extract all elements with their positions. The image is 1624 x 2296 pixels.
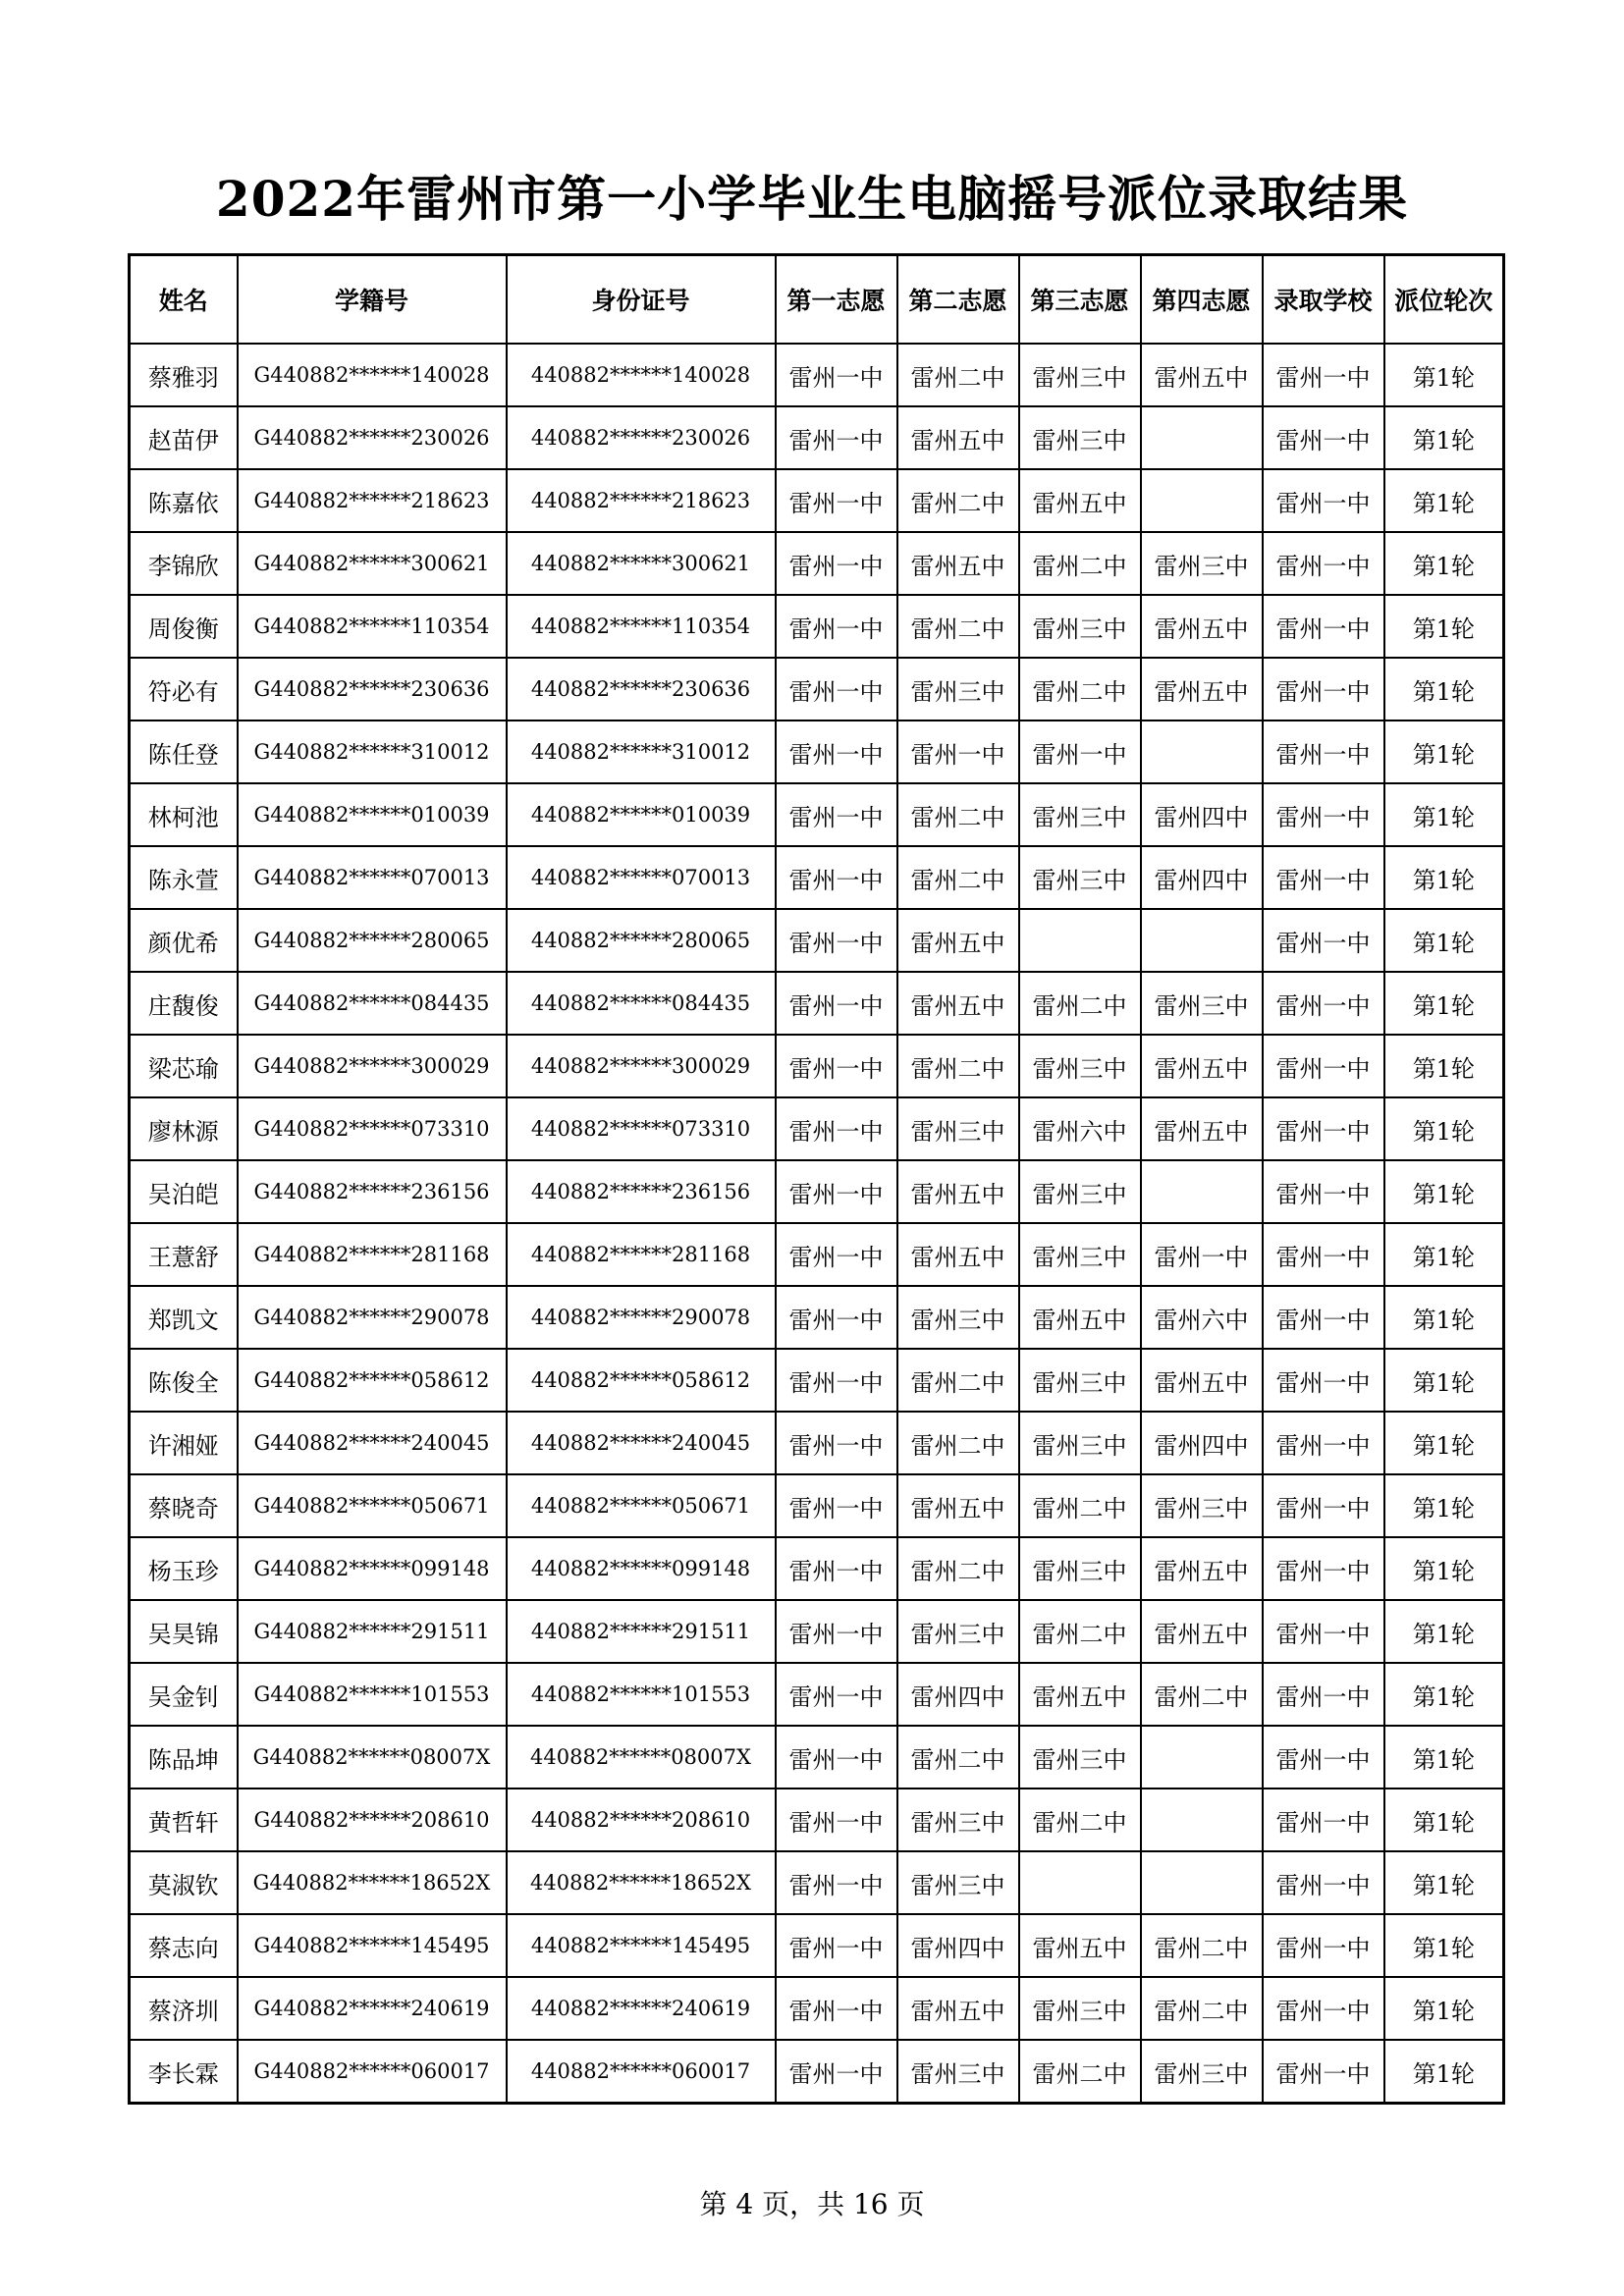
- cell-choice-3: 雷州二中: [1019, 532, 1141, 595]
- cell-name: 蔡志向: [130, 1914, 238, 1977]
- cell-admitted-school: 雷州一中: [1263, 721, 1384, 783]
- cell-choice-4: [1141, 1851, 1263, 1914]
- cell-choice-4: 雷州四中: [1141, 783, 1263, 846]
- cell-choice-2: 雷州五中: [897, 406, 1019, 469]
- cell-choice-2: 雷州三中: [897, 1097, 1019, 1160]
- cell-choice-3: 雷州二中: [1019, 2040, 1141, 2104]
- cell-id-card: 440882******310012: [507, 721, 776, 783]
- cell-choice-3: 雷州三中: [1019, 406, 1141, 469]
- cell-admitted-school: 雷州一中: [1263, 406, 1384, 469]
- cell-choice-4: 雷州三中: [1141, 1474, 1263, 1537]
- cell-round: 第1轮: [1384, 1726, 1504, 1789]
- cell-name: 陈品坤: [130, 1726, 238, 1789]
- cell-choice-2: 雷州二中: [897, 783, 1019, 846]
- table-row: [130, 532, 1504, 595]
- cell-id-card: 440882******240045: [507, 1412, 776, 1474]
- table-body: [130, 344, 1504, 2104]
- cell-choice-2: 雷州五中: [897, 1223, 1019, 1286]
- cell-student-id: G440882******08007X: [238, 1726, 507, 1789]
- cell-choice-4: [1141, 1160, 1263, 1223]
- cell-choice-2: 雷州四中: [897, 1914, 1019, 1977]
- cell-student-id: G440882******281168: [238, 1223, 507, 1286]
- cell-student-id: G440882******050671: [238, 1474, 507, 1537]
- cell-choice-3: [1019, 909, 1141, 972]
- cell-name: 林柯池: [130, 783, 238, 846]
- cell-admitted-school: 雷州一中: [1263, 1412, 1384, 1474]
- header-name: 姓名: [130, 255, 238, 345]
- cell-round: 第1轮: [1384, 2040, 1504, 2104]
- cell-student-id: G440882******240045: [238, 1412, 507, 1474]
- cell-student-id: G440882******208610: [238, 1789, 507, 1851]
- cell-round: 第1轮: [1384, 1474, 1504, 1537]
- cell-round: 第1轮: [1384, 1977, 1504, 2040]
- cell-admitted-school: 雷州一中: [1263, 595, 1384, 658]
- header-admitted-school: 录取学校: [1263, 255, 1384, 345]
- cell-name: 蔡济圳: [130, 1977, 238, 2040]
- cell-name: 梁芯瑜: [130, 1035, 238, 1097]
- table-row: [130, 1537, 1504, 1600]
- cell-choice-3: 雷州二中: [1019, 658, 1141, 721]
- cell-student-id: G440882******240619: [238, 1977, 507, 2040]
- cell-choice-3: 雷州五中: [1019, 1663, 1141, 1726]
- table-row: [130, 1914, 1504, 1977]
- table-row: [130, 1035, 1504, 1097]
- cell-choice-4: 雷州五中: [1141, 1600, 1263, 1663]
- cell-id-card: 440882******140028: [507, 344, 776, 406]
- cell-choice-1: 雷州一中: [776, 1726, 897, 1789]
- cell-student-id: G440882******300029: [238, 1035, 507, 1097]
- cell-id-card: 440882******145495: [507, 1914, 776, 1977]
- cell-choice-3: 雷州三中: [1019, 595, 1141, 658]
- cell-choice-4: 雷州四中: [1141, 846, 1263, 909]
- cell-admitted-school: 雷州一中: [1263, 1977, 1384, 2040]
- cell-name: 李锦欣: [130, 532, 238, 595]
- cell-name: 莫淑钦: [130, 1851, 238, 1914]
- cell-choice-3: 雷州五中: [1019, 1914, 1141, 1977]
- table-row: [130, 1412, 1504, 1474]
- cell-choice-2: 雷州二中: [897, 1349, 1019, 1412]
- cell-name: 符必有: [130, 658, 238, 721]
- cell-choice-1: 雷州一中: [776, 783, 897, 846]
- cell-choice-4: 雷州二中: [1141, 1977, 1263, 2040]
- cell-name: 蔡晓奇: [130, 1474, 238, 1537]
- cell-choice-4: 雷州五中: [1141, 1097, 1263, 1160]
- cell-choice-2: 雷州四中: [897, 1663, 1019, 1726]
- cell-admitted-school: 雷州一中: [1263, 1286, 1384, 1349]
- cell-choice-4: 雷州五中: [1141, 658, 1263, 721]
- cell-student-id: G440882******060017: [238, 2040, 507, 2104]
- cell-choice-2: 雷州五中: [897, 1474, 1019, 1537]
- cell-name: 颜优希: [130, 909, 238, 972]
- cell-choice-2: 雷州五中: [897, 972, 1019, 1035]
- cell-choice-1: 雷州一中: [776, 469, 897, 532]
- cell-choice-4: 雷州二中: [1141, 1914, 1263, 1977]
- cell-admitted-school: 雷州一中: [1263, 972, 1384, 1035]
- header-round: 派位轮次: [1384, 255, 1504, 345]
- cell-choice-4: [1141, 1726, 1263, 1789]
- cell-choice-4: 雷州五中: [1141, 1537, 1263, 1600]
- cell-choice-2: 雷州二中: [897, 595, 1019, 658]
- cell-choice-2: 雷州三中: [897, 1851, 1019, 1914]
- cell-choice-2: 雷州一中: [897, 721, 1019, 783]
- cell-choice-3: 雷州五中: [1019, 469, 1141, 532]
- cell-student-id: G440882******291511: [238, 1600, 507, 1663]
- cell-round: 第1轮: [1384, 1914, 1504, 1977]
- cell-id-card: 440882******073310: [507, 1097, 776, 1160]
- header-student-id: 学籍号: [238, 255, 507, 345]
- cell-choice-1: 雷州一中: [776, 1663, 897, 1726]
- cell-id-card: 440882******110354: [507, 595, 776, 658]
- cell-student-id: G440882******310012: [238, 721, 507, 783]
- cell-student-id: G440882******230636: [238, 658, 507, 721]
- cell-choice-3: 雷州六中: [1019, 1097, 1141, 1160]
- cell-choice-4: 雷州三中: [1141, 532, 1263, 595]
- cell-id-card: 440882******058612: [507, 1349, 776, 1412]
- cell-choice-3: 雷州一中: [1019, 721, 1141, 783]
- cell-choice-3: 雷州二中: [1019, 1600, 1141, 1663]
- cell-name: 陈嘉依: [130, 469, 238, 532]
- cell-round: 第1轮: [1384, 783, 1504, 846]
- table-row: [130, 1977, 1504, 2040]
- table-row: [130, 1789, 1504, 1851]
- cell-round: 第1轮: [1384, 1035, 1504, 1097]
- cell-choice-1: 雷州一中: [776, 1474, 897, 1537]
- cell-choice-3: 雷州三中: [1019, 783, 1141, 846]
- cell-choice-2: 雷州五中: [897, 1160, 1019, 1223]
- cell-name: 吴金钊: [130, 1663, 238, 1726]
- table-row: [130, 1286, 1504, 1349]
- cell-choice-4: [1141, 721, 1263, 783]
- page-title: 2022年雷州市第一小学毕业生电脑摇号派位录取结果: [215, 170, 1409, 228]
- cell-choice-1: 雷州一中: [776, 344, 897, 406]
- header-choice-3: 第三志愿: [1019, 255, 1141, 345]
- cell-student-id: G440882******300621: [238, 532, 507, 595]
- cell-id-card: 440882******281168: [507, 1223, 776, 1286]
- cell-admitted-school: 雷州一中: [1263, 469, 1384, 532]
- table-row: [130, 658, 1504, 721]
- cell-id-card: 440882******18652X: [507, 1851, 776, 1914]
- cell-admitted-school: 雷州一中: [1263, 1789, 1384, 1851]
- cell-admitted-school: 雷州一中: [1263, 658, 1384, 721]
- cell-name: 吴泊皑: [130, 1160, 238, 1223]
- cell-choice-2: 雷州五中: [897, 909, 1019, 972]
- cell-choice-1: 雷州一中: [776, 721, 897, 783]
- cell-choice-1: 雷州一中: [776, 909, 897, 972]
- cell-round: 第1轮: [1384, 1349, 1504, 1412]
- cell-admitted-school: 雷州一中: [1263, 846, 1384, 909]
- cell-choice-2: 雷州三中: [897, 1600, 1019, 1663]
- cell-choice-4: [1141, 909, 1263, 972]
- cell-admitted-school: 雷州一中: [1263, 1223, 1384, 1286]
- cell-choice-3: 雷州二中: [1019, 972, 1141, 1035]
- cell-choice-4: 雷州五中: [1141, 1349, 1263, 1412]
- table-row: [130, 406, 1504, 469]
- cell-student-id: G440882******110354: [238, 595, 507, 658]
- admission-results-table: [128, 253, 1505, 2105]
- cell-id-card: 440882******050671: [507, 1474, 776, 1537]
- cell-round: 第1轮: [1384, 344, 1504, 406]
- cell-choice-2: 雷州二中: [897, 1726, 1019, 1789]
- table-row: [130, 344, 1504, 406]
- cell-id-card: 440882******240619: [507, 1977, 776, 2040]
- cell-id-card: 440882******084435: [507, 972, 776, 1035]
- cell-choice-1: 雷州一中: [776, 846, 897, 909]
- table-row: [130, 721, 1504, 783]
- cell-choice-4: 雷州五中: [1141, 1035, 1263, 1097]
- cell-choice-3: 雷州五中: [1019, 1286, 1141, 1349]
- cell-student-id: G440882******058612: [238, 1349, 507, 1412]
- cell-choice-2: 雷州五中: [897, 1977, 1019, 2040]
- cell-choice-4: 雷州五中: [1141, 344, 1263, 406]
- cell-round: 第1轮: [1384, 1097, 1504, 1160]
- cell-choice-3: 雷州三中: [1019, 1977, 1141, 2040]
- cell-student-id: G440882******236156: [238, 1160, 507, 1223]
- cell-choice-2: 雷州二中: [897, 344, 1019, 406]
- cell-choice-3: 雷州三中: [1019, 1726, 1141, 1789]
- cell-round: 第1轮: [1384, 1851, 1504, 1914]
- cell-admitted-school: 雷州一中: [1263, 1663, 1384, 1726]
- cell-choice-1: 雷州一中: [776, 1851, 897, 1914]
- cell-round: 第1轮: [1384, 406, 1504, 469]
- cell-name: 李长霖: [130, 2040, 238, 2104]
- cell-choice-3: 雷州三中: [1019, 1537, 1141, 1600]
- cell-id-card: 440882******236156: [507, 1160, 776, 1223]
- cell-id-card: 440882******101553: [507, 1663, 776, 1726]
- cell-choice-1: 雷州一中: [776, 595, 897, 658]
- cell-choice-2: 雷州三中: [897, 2040, 1019, 2104]
- table-row: [130, 846, 1504, 909]
- table-header-row: [130, 255, 1504, 345]
- cell-choice-1: 雷州一中: [776, 1789, 897, 1851]
- table-row: [130, 972, 1504, 1035]
- cell-choice-2: 雷州二中: [897, 469, 1019, 532]
- cell-id-card: 440882******070013: [507, 846, 776, 909]
- cell-student-id: G440882******18652X: [238, 1851, 507, 1914]
- cell-choice-4: 雷州三中: [1141, 972, 1263, 1035]
- table-row: [130, 469, 1504, 532]
- cell-choice-4: [1141, 1789, 1263, 1851]
- cell-choice-4: 雷州四中: [1141, 1412, 1263, 1474]
- cell-id-card: 440882******060017: [507, 2040, 776, 2104]
- cell-admitted-school: 雷州一中: [1263, 1851, 1384, 1914]
- table-row: [130, 595, 1504, 658]
- cell-admitted-school: 雷州一中: [1263, 1537, 1384, 1600]
- page-footer: 第 4 页，共 16 页: [699, 2188, 925, 2220]
- cell-id-card: 440882******230636: [507, 658, 776, 721]
- cell-admitted-school: 雷州一中: [1263, 1914, 1384, 1977]
- cell-name: 周俊衡: [130, 595, 238, 658]
- header-choice-1: 第一志愿: [776, 255, 897, 345]
- cell-admitted-school: 雷州一中: [1263, 1097, 1384, 1160]
- cell-choice-3: 雷州三中: [1019, 1223, 1141, 1286]
- cell-choice-1: 雷州一中: [776, 1286, 897, 1349]
- cell-choice-2: 雷州二中: [897, 846, 1019, 909]
- cell-admitted-school: 雷州一中: [1263, 1035, 1384, 1097]
- cell-student-id: G440882******010039: [238, 783, 507, 846]
- cell-choice-1: 雷州一中: [776, 1349, 897, 1412]
- table-row: [130, 1726, 1504, 1789]
- cell-name: 蔡雅羽: [130, 344, 238, 406]
- cell-id-card: 440882******300621: [507, 532, 776, 595]
- cell-round: 第1轮: [1384, 972, 1504, 1035]
- cell-student-id: G440882******290078: [238, 1286, 507, 1349]
- cell-admitted-school: 雷州一中: [1263, 1349, 1384, 1412]
- cell-choice-3: 雷州三中: [1019, 1160, 1141, 1223]
- table-row: [130, 909, 1504, 972]
- cell-admitted-school: 雷州一中: [1263, 909, 1384, 972]
- cell-choice-2: 雷州二中: [897, 1035, 1019, 1097]
- cell-name: 廖林源: [130, 1097, 238, 1160]
- cell-choice-3: 雷州三中: [1019, 1412, 1141, 1474]
- cell-choice-4: 雷州五中: [1141, 595, 1263, 658]
- cell-choice-1: 雷州一中: [776, 1914, 897, 1977]
- table-row: [130, 1160, 1504, 1223]
- table-row: [130, 2040, 1504, 2104]
- cell-name: 杨玉珍: [130, 1537, 238, 1600]
- cell-round: 第1轮: [1384, 469, 1504, 532]
- cell-round: 第1轮: [1384, 595, 1504, 658]
- table-row: [130, 1474, 1504, 1537]
- cell-id-card: 440882******08007X: [507, 1726, 776, 1789]
- table-row: [130, 1663, 1504, 1726]
- cell-choice-3: 雷州三中: [1019, 1035, 1141, 1097]
- cell-name: 陈俊全: [130, 1349, 238, 1412]
- cell-choice-4: [1141, 469, 1263, 532]
- cell-choice-2: 雷州三中: [897, 1286, 1019, 1349]
- cell-choice-2: 雷州二中: [897, 1537, 1019, 1600]
- cell-choice-1: 雷州一中: [776, 2040, 897, 2104]
- cell-choice-3: [1019, 1851, 1141, 1914]
- table-row: [130, 783, 1504, 846]
- cell-choice-4: 雷州一中: [1141, 1223, 1263, 1286]
- cell-id-card: 440882******280065: [507, 909, 776, 972]
- cell-choice-2: 雷州五中: [897, 532, 1019, 595]
- table-row: [130, 1097, 1504, 1160]
- cell-name: 许湘娅: [130, 1412, 238, 1474]
- cell-choice-2: 雷州二中: [897, 1412, 1019, 1474]
- table-row: [130, 1223, 1504, 1286]
- cell-choice-1: 雷州一中: [776, 658, 897, 721]
- cell-student-id: G440882******140028: [238, 344, 507, 406]
- cell-round: 第1轮: [1384, 1160, 1504, 1223]
- cell-choice-3: 雷州三中: [1019, 846, 1141, 909]
- cell-student-id: G440882******280065: [238, 909, 507, 972]
- cell-round: 第1轮: [1384, 846, 1504, 909]
- cell-id-card: 440882******230026: [507, 406, 776, 469]
- cell-student-id: G440882******073310: [238, 1097, 507, 1160]
- cell-id-card: 440882******290078: [507, 1286, 776, 1349]
- cell-choice-1: 雷州一中: [776, 1412, 897, 1474]
- cell-student-id: G440882******145495: [238, 1914, 507, 1977]
- cell-name: 陈任登: [130, 721, 238, 783]
- cell-round: 第1轮: [1384, 721, 1504, 783]
- cell-choice-1: 雷州一中: [776, 1600, 897, 1663]
- cell-choice-3: 雷州三中: [1019, 1349, 1141, 1412]
- header-choice-2: 第二志愿: [897, 255, 1019, 345]
- cell-choice-1: 雷州一中: [776, 972, 897, 1035]
- cell-admitted-school: 雷州一中: [1263, 344, 1384, 406]
- cell-choice-4: [1141, 406, 1263, 469]
- table-row: [130, 1349, 1504, 1412]
- cell-round: 第1轮: [1384, 532, 1504, 595]
- cell-name: 黄哲轩: [130, 1789, 238, 1851]
- cell-admitted-school: 雷州一中: [1263, 783, 1384, 846]
- cell-id-card: 440882******300029: [507, 1035, 776, 1097]
- cell-round: 第1轮: [1384, 1223, 1504, 1286]
- cell-student-id: G440882******101553: [238, 1663, 507, 1726]
- cell-choice-1: 雷州一中: [776, 1223, 897, 1286]
- cell-student-id: G440882******084435: [238, 972, 507, 1035]
- cell-choice-3: 雷州三中: [1019, 344, 1141, 406]
- cell-choice-4: 雷州二中: [1141, 1663, 1263, 1726]
- cell-admitted-school: 雷州一中: [1263, 1600, 1384, 1663]
- cell-name: 陈永萱: [130, 846, 238, 909]
- cell-admitted-school: 雷州一中: [1263, 2040, 1384, 2104]
- cell-student-id: G440882******099148: [238, 1537, 507, 1600]
- cell-choice-1: 雷州一中: [776, 1537, 897, 1600]
- cell-name: 郑凯文: [130, 1286, 238, 1349]
- cell-choice-1: 雷州一中: [776, 1035, 897, 1097]
- cell-admitted-school: 雷州一中: [1263, 1726, 1384, 1789]
- cell-admitted-school: 雷州一中: [1263, 532, 1384, 595]
- cell-round: 第1轮: [1384, 909, 1504, 972]
- cell-student-id: G440882******070013: [238, 846, 507, 909]
- cell-admitted-school: 雷州一中: [1263, 1474, 1384, 1537]
- cell-choice-3: 雷州二中: [1019, 1789, 1141, 1851]
- cell-choice-1: 雷州一中: [776, 1977, 897, 2040]
- cell-choice-4: 雷州三中: [1141, 2040, 1263, 2104]
- cell-id-card: 440882******218623: [507, 469, 776, 532]
- cell-choice-1: 雷州一中: [776, 1097, 897, 1160]
- cell-name: 王薏舒: [130, 1223, 238, 1286]
- cell-id-card: 440882******010039: [507, 783, 776, 846]
- cell-choice-4: 雷州六中: [1141, 1286, 1263, 1349]
- cell-admitted-school: 雷州一中: [1263, 1160, 1384, 1223]
- table-row: [130, 1600, 1504, 1663]
- cell-id-card: 440882******099148: [507, 1537, 776, 1600]
- cell-choice-1: 雷州一中: [776, 1160, 897, 1223]
- cell-choice-3: 雷州二中: [1019, 1474, 1141, 1537]
- cell-choice-2: 雷州三中: [897, 1789, 1019, 1851]
- header-id-card: 身份证号: [507, 255, 776, 345]
- cell-round: 第1轮: [1384, 1600, 1504, 1663]
- header-choice-4: 第四志愿: [1141, 255, 1263, 345]
- table-row: [130, 1851, 1504, 1914]
- cell-round: 第1轮: [1384, 1286, 1504, 1349]
- cell-choice-2: 雷州三中: [897, 658, 1019, 721]
- cell-round: 第1轮: [1384, 1412, 1504, 1474]
- cell-name: 吴昊锦: [130, 1600, 238, 1663]
- cell-id-card: 440882******208610: [507, 1789, 776, 1851]
- cell-name: 赵苗伊: [130, 406, 238, 469]
- cell-round: 第1轮: [1384, 1537, 1504, 1600]
- cell-id-card: 440882******291511: [507, 1600, 776, 1663]
- cell-choice-1: 雷州一中: [776, 532, 897, 595]
- cell-round: 第1轮: [1384, 658, 1504, 721]
- cell-student-id: G440882******230026: [238, 406, 507, 469]
- cell-round: 第1轮: [1384, 1789, 1504, 1851]
- cell-name: 庄馥俊: [130, 972, 238, 1035]
- cell-choice-1: 雷州一中: [776, 406, 897, 469]
- cell-student-id: G440882******218623: [238, 469, 507, 532]
- cell-round: 第1轮: [1384, 1663, 1504, 1726]
